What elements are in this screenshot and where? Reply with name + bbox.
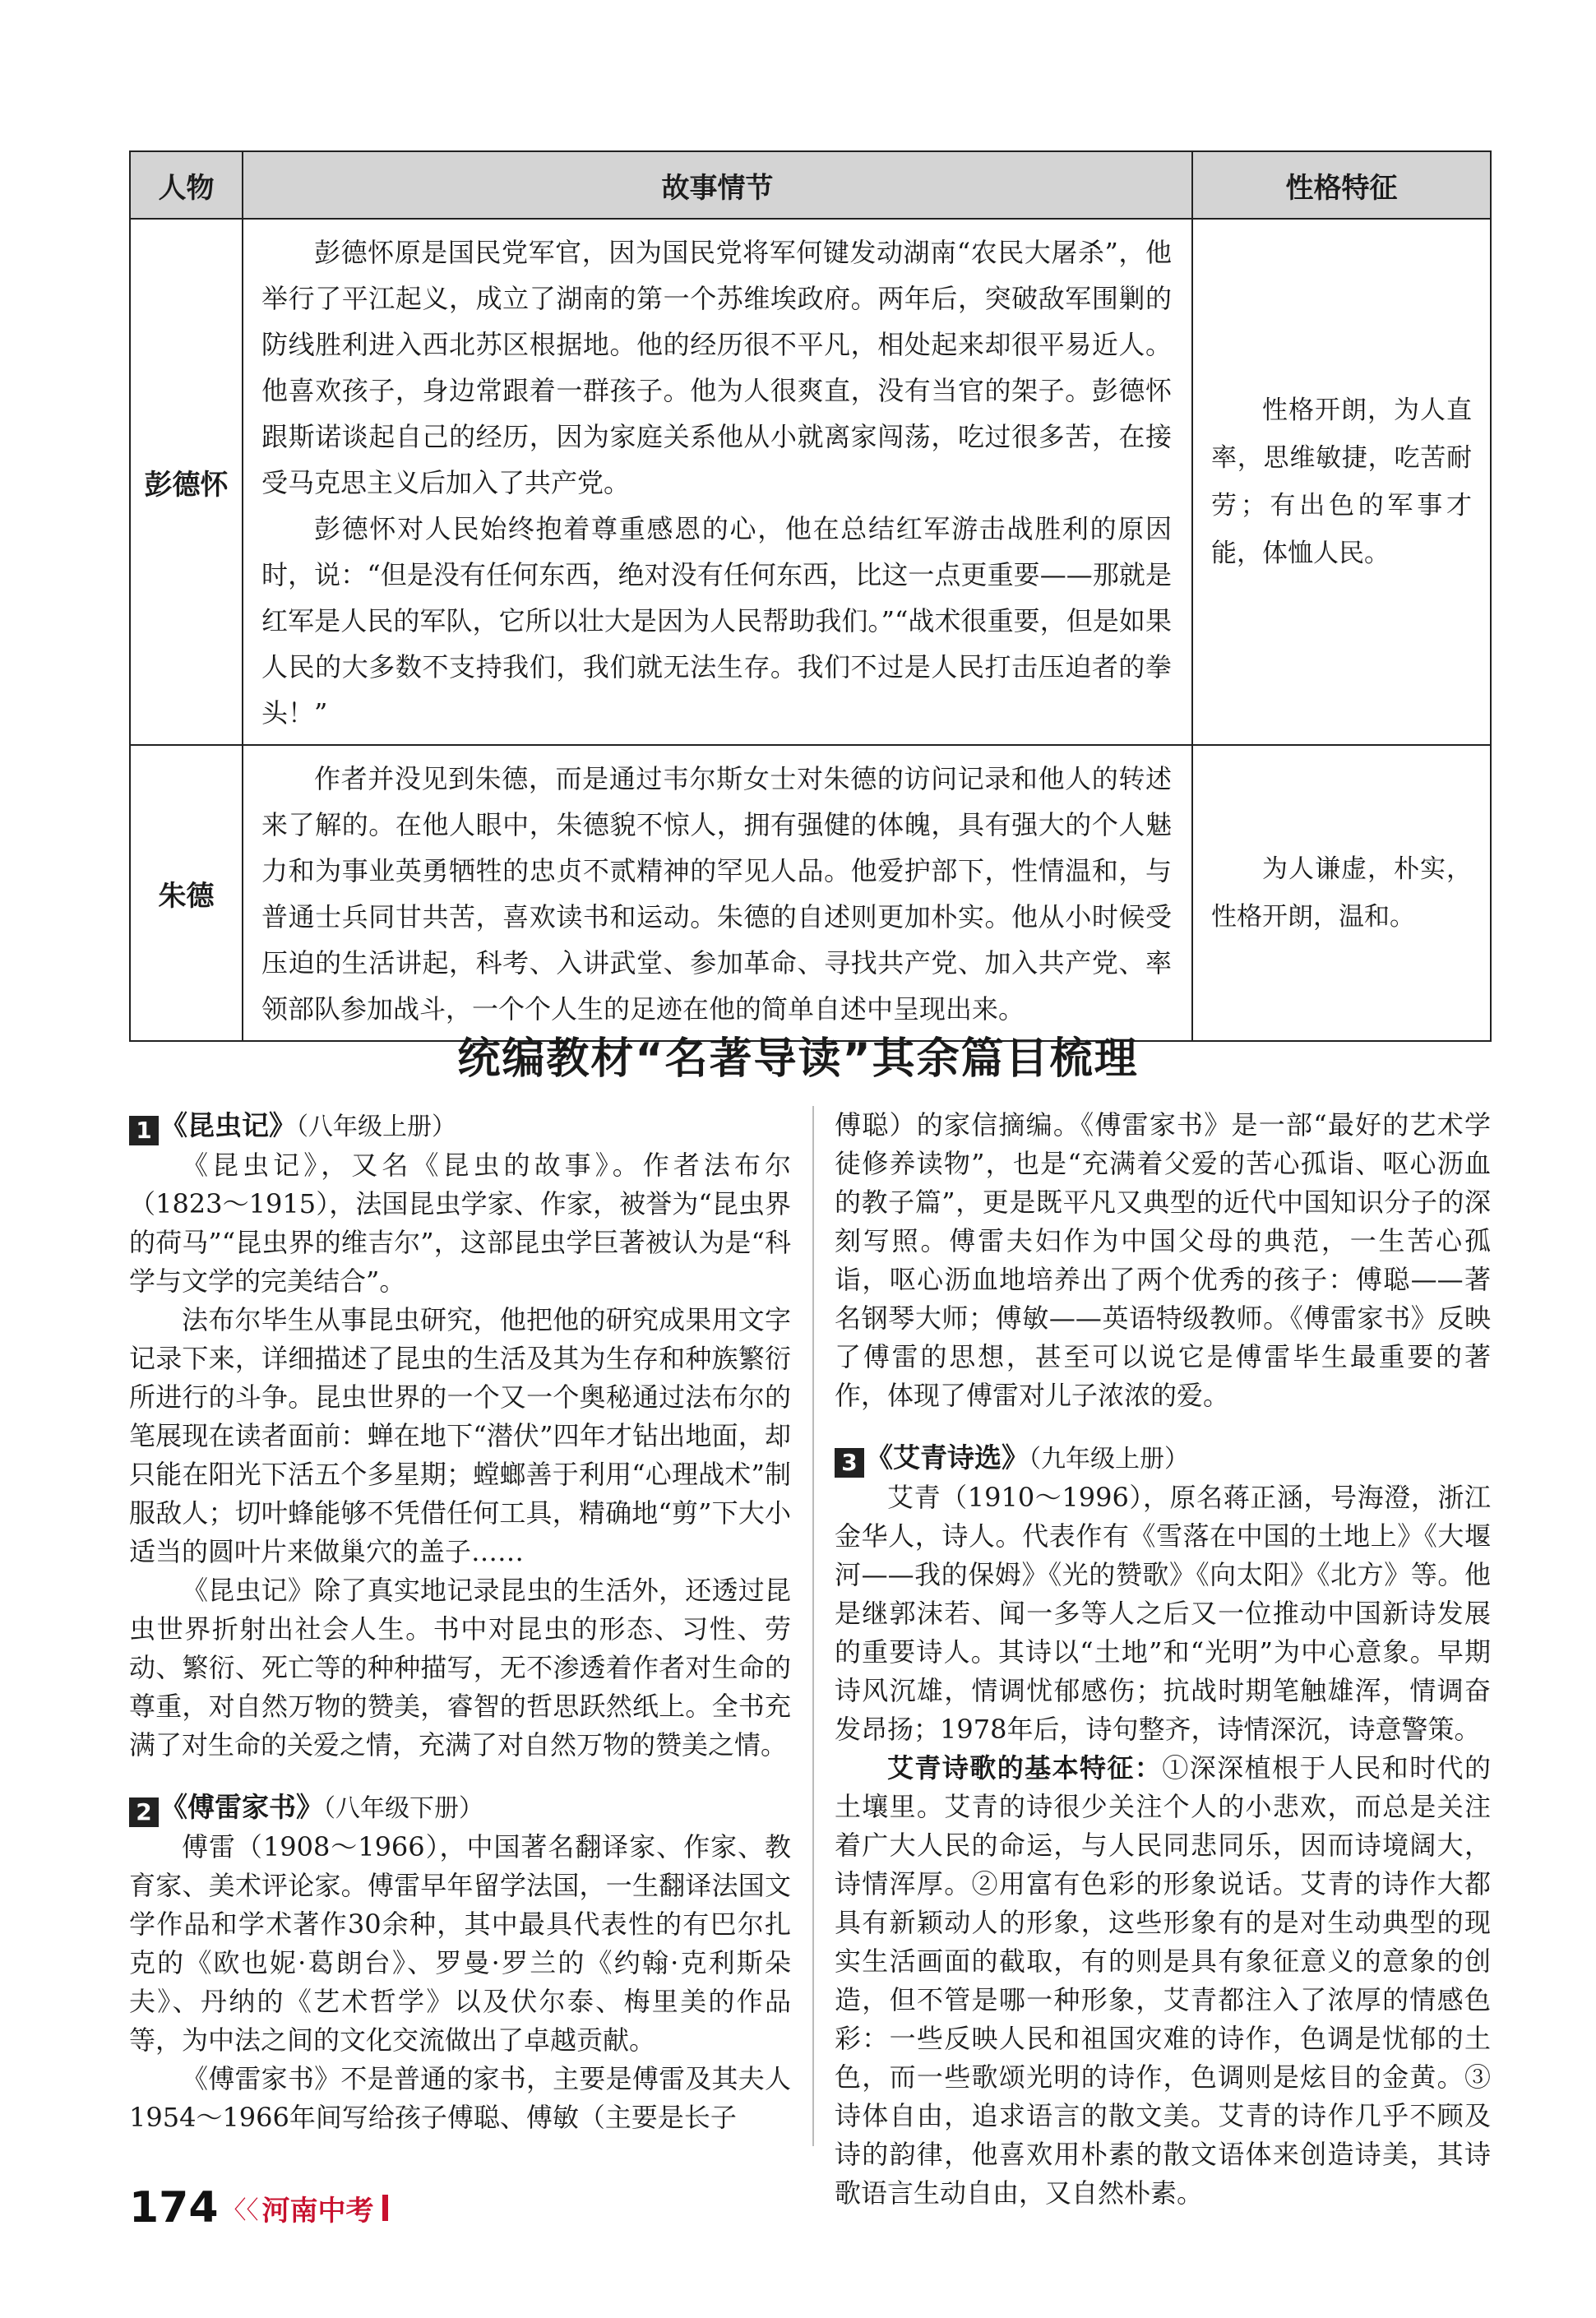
character-name: 朱德 (130, 745, 243, 1041)
entry-paragraph: 《傅雷家书》不是普通的家书，主要是傅雷及其夫人1954～1966年间写给孩子傅聪、傅敏（主要是长子 (129, 2063, 791, 2133)
entry-title: 《艾青诗选》 (866, 1441, 1029, 1474)
feature-text: ①深深植根于人民和时代的土壤里。艾青的诗很少关注个人的小悲欢，而总是关注着广大人民的命运，与人民同悲同乐，因而诗境阔大，诗情浑厚。②用富有色彩的形象说话。艾青的诗作大都具有新颖动人的形象，这些形象有的是对生动典型的现实生活画面的截取，有的则是具有象征意义的意象的创造，但不管是哪一种形象，艾青都注入了浓厚的情感色彩：一些反映人民和祖国灾难的诗作，色调是忧郁的土色，而一些歌颂光明的诗作，色调则是炫目的金黄。③诗体自由，追求语言的散文美。艾青的诗作几乎不顾及诗的韵律，他喜欢用朴素的散文语体来创造诗美，其诗歌语言生动自由，又自然朴素。 (835, 1752, 1491, 2209)
entry-title: 《昆虫记》 (160, 1109, 296, 1141)
entry-paragraph: 法布尔毕生从事昆虫研究，他把他的研究成果用文字记录下来，详细描述了昆虫的生活及其为生存和种族繁衍所进行的斗争。昆虫世界的一个又一个奥秘通过法布尔的笔展现在读者面前：蝉在地下“潜伏”四年才钻出地面，却只能在阳光下活五个多星期；螳螂善于利用“心理战术”制服敌人；切叶蜂能够不凭借任何工具，精确地“剪”下大小适当的圆叶片来做巢穴的盖子…… (129, 1304, 791, 1567)
character-table (129, 150, 1492, 1042)
column-divider (812, 1106, 814, 2146)
page-number: 174 (129, 2183, 219, 2232)
table-row (130, 219, 1491, 745)
entry-paragraph: 傅雷（1908～1966），中国著名翻译家、作家、教育家、美术评论家。傅雷早年留学法国，一生翻译法国文学作品和学术著作30余种，其中最具代表性的有巴尔扎克的《欧也妮·葛朗台》、罗曼·罗兰的《约翰·克利斯朵夫》、丹纳的《艺术哲学》以及伏尔泰、梅里美的作品等，为中法之间的文化交流做出了卓越贡献。 (129, 1831, 791, 2056)
feature-label: 艾青诗歌的基本特征： (887, 1752, 1163, 1784)
table-row (130, 745, 1491, 1041)
plot-paragraph: 彭德怀对人民始终抱着尊重感恩的心，他在总结红军游击战胜利的原因时，说：“但是没有任何东西，绝对没有任何东西，比这一点更重要——那就是红军是人民的军队，它所以壮大是因为人民帮助我们。”“战术很重要，但是如果人民的大多数不支持我们，我们就无法生存。我们不过是人民打击压迫者的拳头！” (261, 513, 1172, 729)
character-name: 彭德怀 (130, 219, 243, 745)
header-character: 人物 (130, 151, 243, 219)
entry-grade: （八年级下册） (323, 1794, 483, 1823)
entry-grade: （八年级上册） (296, 1113, 456, 1141)
trait-text: 性格开朗，为人直率，思维敏捷，吃苦耐劳；有出色的军事才能，体恤人民。 (1211, 396, 1472, 568)
entry-title: 《傅雷家书》 (160, 1791, 323, 1823)
plot-paragraph: 作者并没见到朱德，而是通过韦尔斯女士对朱德的访问记录和他人的转述来了解的。在他人眼中，朱德貌不惊人，拥有强健的体魄，具有强大的个人魅力和为事业英勇牺牲的忠贞不贰精神的罕见人品。他爱护部下，性情温和，与普通士兵同甘共苦，喜欢读书和运动。朱德的自述则更加朴实。他从小时候受压迫的生活讲起，科考、入讲武堂、参加革命、寻找共产党、加入共产党、率领部队参加战斗，一个个人生的足迹在他的简单自述中呈现出来。 (261, 763, 1172, 1025)
plot-cell (243, 745, 1192, 1041)
entry-grade: （九年级上册） (1029, 1445, 1189, 1474)
entry-paragraph: 《昆虫记》除了真实地记录昆虫的生活外，还透过昆虫世界折射出社会人生。书中对昆虫的形态、习性、劳动、繁衍、死亡等的种种描写，无不渗透着作者对生命的尊重，对自然万物的赞美，睿智的哲思跃然纸上。全书充满了对生命的关爱之情，充满了对自然万物的赞美之情。 (129, 1575, 791, 1760)
footer-series-label: 河南中考 (261, 2194, 374, 2228)
header-plot: 故事情节 (243, 151, 1192, 219)
entry-number-badge: 2 (129, 1797, 159, 1827)
entry-heading (129, 1106, 791, 1146)
trait-text: 为人谦虚，朴实，性格开朗，温和。 (1211, 854, 1472, 932)
double-chevron-left-icon: 〈〈 (221, 2196, 259, 2225)
entry-paragraph: 《昆虫记》，又名《昆虫的故事》。作者法布尔（1823～1915），法国昆虫学家、作家，被誉为“昆虫界的荷马”“昆虫界的维吉尔”，这部昆虫学巨著被认为是“科学与文学的完美结合”。 (129, 1150, 791, 1297)
trait-cell (1192, 219, 1491, 745)
plot-paragraph: 彭德怀原是国民党军官，因为国民党将军何键发动湖南“农民大屠杀”，他举行了平江起义，成立了湖南的第一个苏维埃政府。两年后，突破敌军围剿的防线胜利进入西北苏区根据地。他的经历很不平凡，相处起来却很平易近人。他喜欢孩子，身边常跟着一群孩子。他为人很爽直，没有当官的架子。彭德怀跟斯诺谈起自己的经历，因为家庭关系他从小就离家闯荡，吃过很多苦，在接受马克思主义后加入了共产党。 (261, 237, 1172, 498)
entry-number-badge: 3 (835, 1448, 864, 1478)
section-title: 统编教材“名著导读”其余篇目梳理 (457, 1034, 1139, 1084)
footer-accent-bar (382, 2195, 388, 2221)
right-column (835, 1106, 1491, 2213)
entry-paragraph-continued: 傅聪）的家信摘编。《傅雷家书》是一部“最好的艺术学徒修养读物”，也是“充满着父爱的苦心孤诣、呕心沥血的教子篇”，更是既平凡又典型的近代中国知识分子的深刻写照。傅雷夫妇作为中国父母的典范，一生苦心孤诣，呕心沥血地培养出了两个优秀的孩子：傅聪——著名钢琴大师；傅敏——英语特级教师。《傅雷家书》反映了傅雷的思想，甚至可以说它是傅雷毕生最重要的著作，体现了傅雷对儿子浓浓的爱。 (835, 1109, 1491, 1411)
entry-heading (835, 1438, 1491, 1478)
entry-paragraph (835, 1749, 1491, 2213)
plot-cell (243, 219, 1192, 745)
entry-paragraph: 艾青（1910～1996），原名蒋正涵，号海澄，浙江金华人，诗人。代表作有《雪落在中国的土地上》《大堰河——我的保姆》《光的赞歌》《向太阳》《北方》等。他是继郭沫若、闻一多等人之后又一位推动中国新诗发展的重要诗人。其诗以“土地”和“光明”为中心意象。早期诗风沉雄，情调忧郁感伤；抗战时期笔触雄浑，情调奋发昂扬；1978年后，诗句整齐，诗情深沉，诗意警策。 (835, 1482, 1491, 1745)
header-traits: 性格特征 (1192, 151, 1491, 219)
trait-cell (1192, 745, 1491, 1041)
left-column (129, 1106, 791, 2137)
entry-heading (129, 1788, 791, 1828)
page-footer (129, 2183, 388, 2232)
table-header-row (130, 151, 1491, 219)
entry-number-badge: 1 (129, 1116, 159, 1145)
